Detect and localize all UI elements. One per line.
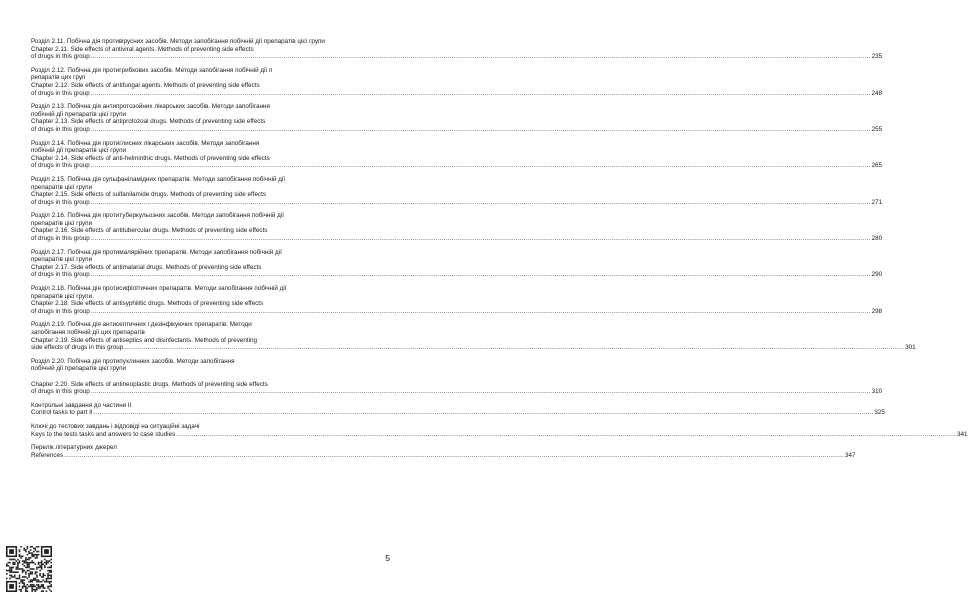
toc-entry-line [31,82,387,90]
toc-entry-text: Розділ 2.11. Побічна дія противірусних засобів. Методи запобігання побічній дії препаратів цієї групи [31,38,325,45]
toc-entry-text: побічній дії препаратів цієї групи [31,147,127,155]
toc-entry-text: препаратів цієї групи [31,219,93,227]
toc-entry-line [31,111,387,119]
toc-entry-last-line [31,388,883,396]
toc-entry-last-line [31,125,883,134]
toc-entry-line [31,402,387,410]
toc-entry[interactable] [31,139,883,170]
dot-leader: ................................................................................................................................................................................................................................................................................................................................................................................................................ [90,198,871,206]
toc-entry-text: Ключі до тестових завдань і відповіді на ситуаційні задачі [31,422,200,430]
toc-entry-last-line [31,89,883,98]
toc-entry-text: препаратів цієї групи [31,256,93,264]
toc-entry[interactable] [31,444,856,459]
toc-entry[interactable] [31,321,916,352]
toc-page-number: 341 [957,430,968,438]
toc-entry-text: Розділ 2.14. Побічна дія протиглисних лікарських засобів. Методи запобігання [31,139,260,147]
toc-entry-text: Chapter 2.13. Side effects of antiprotozoal drugs. Methods of preventing side effects [31,118,266,126]
toc-entry-line [31,140,387,148]
toc-page-number: 298 [871,307,883,315]
toc-entry-line [31,46,387,54]
toc-entry-line [31,38,387,46]
toc-entry-line [31,381,387,389]
toc-entry-text: of drugs in this group [31,388,90,396]
toc-entry-text: of drugs in this group [31,235,90,243]
toc-entry-last-line [31,430,968,439]
dot-leader: ................................................................................................................................................................................................................................................................................................................................................................................................................ [90,388,871,396]
toc-entry-text: Chapter 2.15. Side effects of sulfanilamide drugs. Methods of preventing side effects [31,191,266,199]
toc-entry-last-line [31,53,883,61]
toc-entry-text: Розділ 2.18. Побічна дія протисифілітичних препаратів. Методи запобігання побічній дії [31,285,287,293]
page-number: 5 [385,553,390,563]
dot-leader: ................................................................................................................................................................................................................................................................................................................................................................................................................ [90,307,871,315]
toc-entry-text: Chapter 2.20. Side effects of antineoplastic drugs. Methods of preventing side effects [31,380,268,388]
toc-page-number: 325 [874,409,885,417]
toc-entry-line [31,321,387,329]
toc-entry-last-line [31,235,883,243]
toc-entry-text: Розділ 2.15. Побічна дія сульфаніламідних препаратів. Методи запобігання побічній дії [31,175,286,183]
toc-entry-line [31,155,387,163]
toc-entry-text: Перелік літературних джерел [31,444,117,452]
toc-entry-text: Розділ 2.19. Побічна дія антисептичних і дезінфікуючих препаратів. Методи [31,321,252,329]
toc-entry-line [31,423,387,431]
toc-entry-last-line [31,307,883,316]
dot-leader: ................................................................................................................................................................................................................................................................................................................................................................................................................ [90,125,871,133]
toc-entry[interactable] [31,212,883,243]
toc-page-number: 290 [871,271,883,279]
toc-entry-text: Розділ 2.17. Побічна дія протималярійних препаратів. Методи запобігання побічній дії [31,248,282,256]
toc-entry-text: of drugs in this group [31,162,90,170]
toc-entry-text: Chapter 2.12. Side effects of antifungal agents. Methods of preventing side effects [31,81,260,89]
toc-entry-text: side effects of drugs in this group [31,344,124,352]
toc-entry-text: Keys to the tests tasks and answers to case studies [31,430,176,438]
toc-entry-line [31,444,387,452]
dot-leader: ................................................................................................................................................................................................................................................................................................................................................................................................................ [90,53,871,61]
toc-entry-line [31,184,387,192]
toc-entry-line [31,264,387,272]
toc-entry[interactable] [31,422,968,438]
toc-entry-text: препаратів цієї групи [31,183,93,191]
dot-leader: ................................................................................................................................................................................................................................................................................................................................................................................................................ [90,162,871,170]
toc-entry-line [31,365,387,373]
toc-entry-text: of drugs in this group [31,271,90,279]
toc-entry-text: Chapter 2.17. Side effects of antimalarial drugs. Methods of preventing side effects [31,263,262,271]
toc-entry-line [31,337,387,345]
toc-entry-text: Chapter 2.19. Side effects of antiseptics and disinfectants. Methods of preventing [31,336,258,344]
toc-entry-line [31,285,387,293]
toc-entry-text: of drugs in this group [31,307,90,315]
toc-entry[interactable] [31,66,883,97]
dot-leader: ................................................................................................................................................................................................................................................................................................................................................................................................................ [176,430,956,438]
toc-entry-last-line [31,162,883,170]
toc-entry-text: побічній дії препаратів цієї групи [31,365,127,373]
toc-entry-text: Chapter 2.16. Side effects of antitubercular drugs. Methods of preventing side effects [31,227,268,235]
toc-entry[interactable] [31,103,883,133]
dot-leader: ................................................................................................................................................................................................................................................................................................................................................................................................................ [90,89,871,97]
toc-page-number: 265 [871,162,883,170]
toc-page-number: 347 [845,451,856,459]
toc-entry-line [31,300,387,308]
dot-leader: ................................................................................................................................................................................................................................................................................................................................................................................................................ [90,235,871,243]
toc-entry-text: побічній дії препаратів цієї групи [31,110,127,118]
toc-entry-last-line [31,344,916,352]
toc-entry-text: препаратів цієї групи. [31,292,94,300]
toc-entry-line [31,147,387,155]
toc-entry-last-line [31,198,883,207]
toc-entry-line [31,256,387,264]
toc-entry-text: репаратів цих груп [31,74,86,82]
toc-entry-text: запобігання побічній дії цих препаратів [31,329,145,336]
toc-entry-line [31,191,387,199]
dot-leader: ................................................................................................................................................................................................................................................................................................................................................................................................................ [64,451,844,459]
toc-entry-last-line [31,271,883,279]
toc-entry-text: Розділ 2.20. Побічна дія протипухлинних засобів. Методи запобігання [31,357,235,365]
toc-entry[interactable] [31,357,883,396]
toc-entry-line [31,220,387,228]
toc-page-number: 271 [871,198,883,206]
toc-entry-text: Chapter 2.11. Side effects of antiviral agents. Methods of preventing side effects [31,45,254,53]
toc-entry-text: Контрольні завдання до частини II [31,401,132,409]
toc-entry-line [31,373,387,381]
toc-entry-text: Розділ 2.13. Побічна дія антипротозойних лікарських засобів. Методи запобігання [31,103,270,111]
toc-entry-line [31,227,387,235]
toc-entry-line [31,212,387,220]
toc-entry-line [31,118,387,126]
toc-entry-line [31,74,387,82]
toc-entry-line [31,293,387,301]
toc-entry[interactable] [31,248,883,279]
toc-entry-last-line [31,451,856,460]
toc-entry[interactable] [31,175,883,206]
toc-entry-text: Розділ 2.16. Побічна дія протитуберкульозних засобів. Методи запобігання побічній дії [31,212,284,220]
toc-entry-line [31,329,387,337]
toc-entry-last-line [31,409,885,417]
qr-code-icon [6,546,52,592]
dot-leader: ................................................................................................................................................................................................................................................................................................................................................................................................................ [90,271,871,279]
toc-page-number: 280 [871,235,883,243]
toc-page-number: 235 [871,53,883,61]
toc-entry[interactable] [31,38,883,61]
toc-entry[interactable] [31,285,883,315]
dot-leader: ................................................................................................................................................................................................................................................................................................................................................................................................................ [124,344,905,352]
table-of-contents [31,38,968,465]
toc-page-number: 301 [905,344,916,352]
toc-page-number: 248 [871,89,883,97]
toc-entry-line [31,103,387,111]
toc-entry-text: of drugs in this group [31,125,90,133]
toc-entry-text: Chapter 2.14. Side effects of anti-helminthic drugs. Methods of preventing side effects [31,154,270,162]
toc-entry-text: Chapter 2.18. Side effects of antisyphilitic drugs. Methods of preventing side effects [31,300,264,308]
toc-entry-text: Control tasks to part II [31,409,93,417]
toc-entry[interactable] [31,401,885,417]
dot-leader: ................................................................................................................................................................................................................................................................................................................................................................................................................ [93,409,874,417]
toc-entry-text: of drugs in this group [31,53,90,61]
toc-entry-text: References [31,451,64,459]
toc-entry-text: Розділ 2.12. Побічна дія протигрибкових засобів. Методи запобігання побічній дії п [31,66,273,74]
toc-page-number: 310 [871,388,883,396]
toc-entry-text: of drugs in this group [31,89,90,97]
toc-entry-text: of drugs in this group [31,198,90,206]
toc-page-number: 255 [871,125,883,133]
toc-entry-line [31,176,387,184]
